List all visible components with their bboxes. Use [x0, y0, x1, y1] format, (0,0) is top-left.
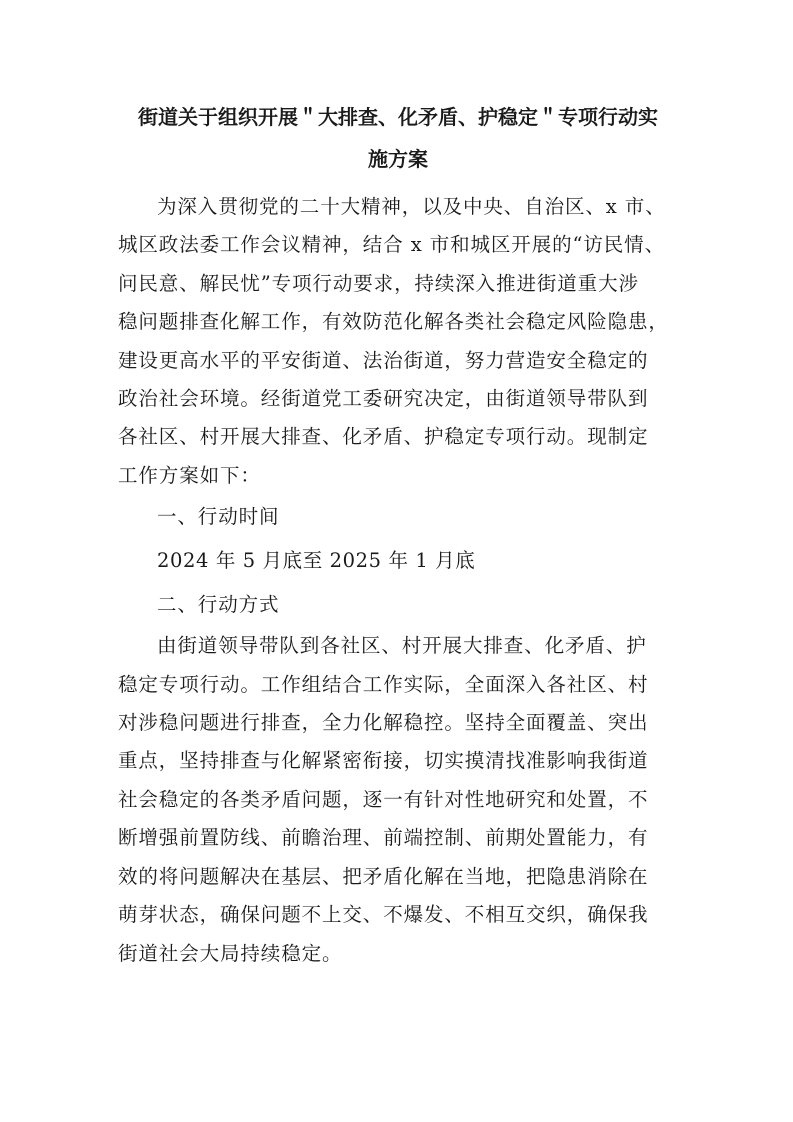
section-2-line: 效的将问题解决在基层、把矛盾化解在当地，把隐患消除在 [118, 864, 649, 888]
intro-line: 政治社会环境。经街道党工委研究决定，由街道领导带队到 [118, 387, 649, 411]
title-line-2: 施方案 [368, 147, 428, 171]
section-2-line: 萌芽状态，确保问题不上交、不爆发、不相互交织，确保我 [118, 903, 649, 927]
section-1-heading: 一、行动时间 [157, 505, 280, 529]
section-2-line: 由街道领导带队到各社区、村开展大排查、化矛盾、护 [157, 634, 647, 658]
intro-line: 建设更高水平的平安街道、法治街道，努力营造安全稳定的 [118, 348, 649, 372]
section-2-paragraph [118, 627, 678, 973]
document-page [118, 96, 678, 973]
section-2-line: 稳定专项行动。工作组结合工作实际，全面深入各社区、村 [118, 672, 649, 696]
intro-line: 城区政法委工作会议精神，结合 x 市和城区开展的“访民情、 [118, 233, 665, 257]
section-2-line: 重点，坚持排查与化解紧密衔接，切实摸清找准影响我街道 [118, 749, 649, 773]
section-2-line: 街道社会大局持续稳定。 [118, 941, 343, 965]
intro-line: 工作方案如下： [118, 463, 261, 487]
intro-line: 问民意、解民忧”专项行动要求，持续深入推进街道重大涉 [118, 271, 639, 295]
section-2-heading: 二、行动方式 [157, 593, 280, 617]
section-2-line: 对涉稳问题进行排查，全力化解稳控。坚持全面覆盖、突出 [118, 711, 649, 735]
intro-line: 为深入贯彻党的二十大精神，以及中央、自治区、x 市、 [157, 195, 666, 218]
section-2-line: 社会稳定的各类矛盾问题，逐一有针对性地研究和处置，不 [118, 787, 649, 811]
intro-paragraph [118, 188, 678, 495]
section-2-line: 断增强前置防线、前瞻治理、前端控制、前期处置能力，有 [118, 826, 649, 850]
document-title [118, 96, 678, 180]
intro-line: 各社区、村开展大排查、化矛盾、护稳定专项行动。现制定 [118, 425, 649, 449]
intro-line: 稳问题排查化解工作，有效防范化解各类社会稳定风险隐患， [118, 310, 669, 334]
section-1-text: 2024 年 5 月底至 2025 年 1 月底 [157, 549, 476, 573]
title-line-1: 街道关于组织开展＂大排查、化矛盾、护稳定＂专项行动实 [138, 105, 658, 129]
